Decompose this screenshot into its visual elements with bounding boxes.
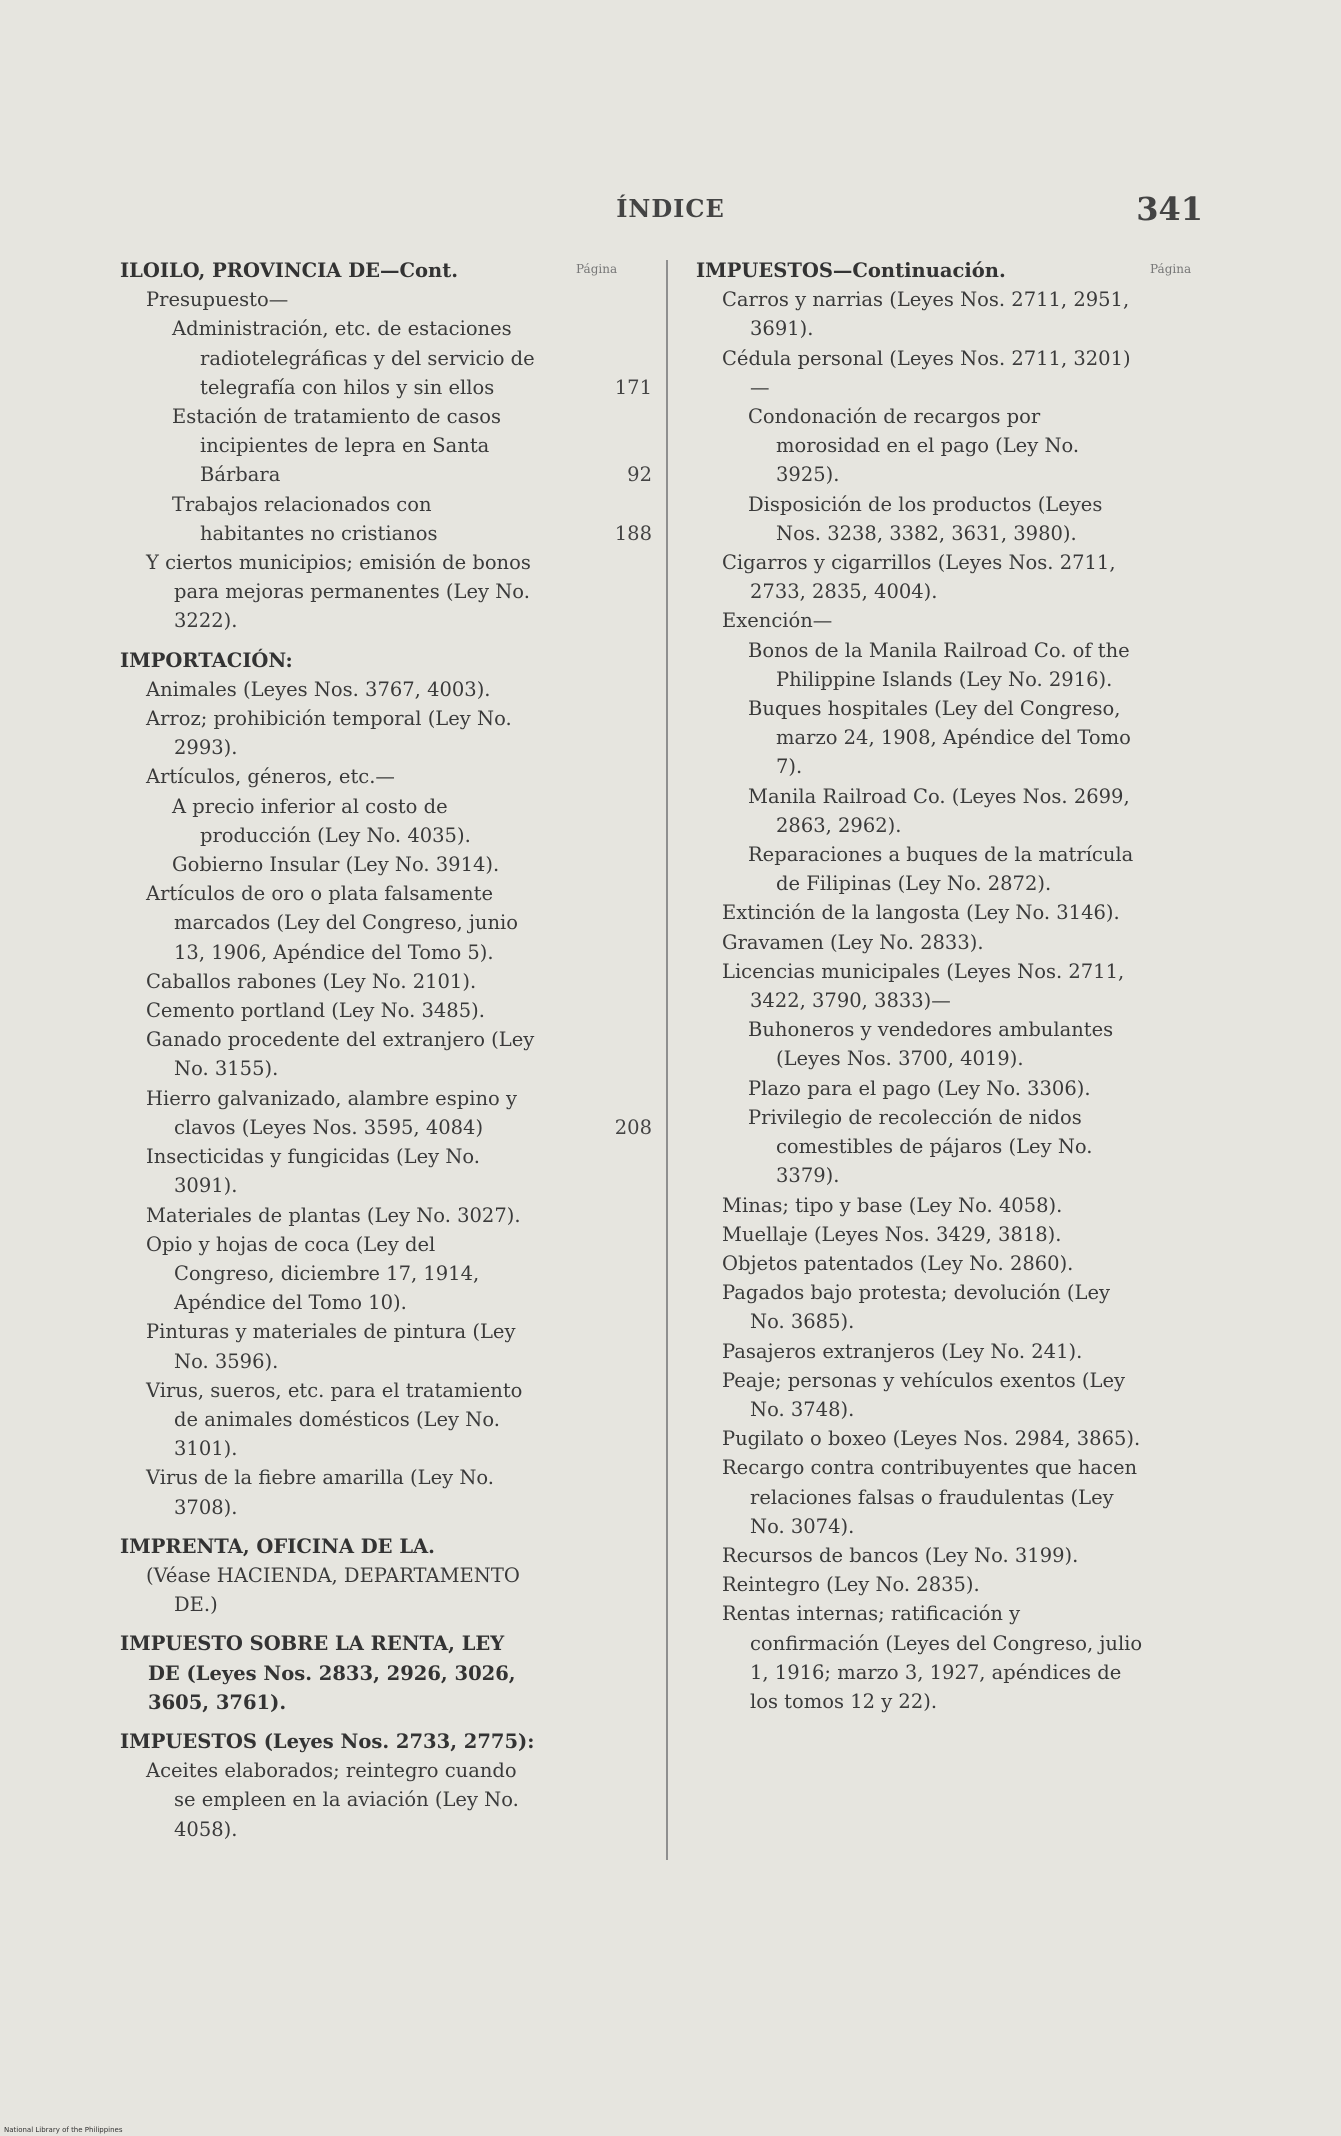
index-entry	[146, 548, 540, 636]
entry-text: IMPORTACIÓN:	[120, 648, 293, 672]
index-entry	[146, 762, 540, 791]
index-entry	[722, 928, 1144, 957]
index-entry	[748, 840, 1144, 898]
entry-text: Ganado procedente del extranjero (Ley No. 3155).	[146, 1028, 535, 1081]
entry-text: Extinción de la langosta (Ley No. 3146).	[722, 901, 1120, 925]
entry-text: ILOILO, PROVINCIA DE—Cont.	[120, 259, 458, 282]
page-number: 341	[1136, 190, 1203, 228]
entry-text: Insecticidas y fungicidas (Ley No. 3091).	[146, 1145, 480, 1198]
index-entry	[722, 1366, 1144, 1424]
page-column-label-left: Página	[576, 262, 618, 276]
entry-text: Gravamen (Ley No. 2833).	[722, 930, 984, 954]
index-entry	[146, 996, 540, 1025]
page-column-label-right: Página	[1150, 262, 1192, 276]
entry-text: Pagados bajo protesta; devolución (Ley No. 3685).	[722, 1281, 1111, 1334]
index-entry	[146, 1230, 540, 1318]
index-entry	[722, 1599, 1144, 1716]
entry-text: Recargo contra contribuyentes que hacen relaciones falsas o fraudulentas (Ley No. 3074).	[722, 1456, 1138, 1538]
entry-text: Administración, etc. de estaciones radiotelegráficas y del servicio de telegrafía con hilos y sin ellos	[172, 317, 535, 399]
entry-text: Privilegio de recolección de nidos comestibles de pájaros (Ley No. 3379).	[748, 1105, 1093, 1188]
entry-text: (Véase HACIENDA, DEPARTAMENTO DE.)	[146, 1563, 520, 1617]
footer-credit: National Library of the Philippines	[4, 2126, 123, 2134]
entry-text: Pasajeros extranjeros (Ley No. 241).	[722, 1339, 1083, 1363]
index-heading	[120, 1727, 540, 1756]
index-entry	[748, 782, 1144, 840]
entry-text: Licencias municipales (Leyes Nos. 2711, 3422, 3790, 3833)—	[722, 959, 1125, 1013]
index-entry	[722, 285, 1144, 343]
entry-text: Virus de la fiebre amarilla (Ley No. 3708).	[146, 1466, 495, 1519]
index-heading	[120, 1532, 540, 1561]
index-entry	[146, 1376, 540, 1464]
index-entry	[748, 636, 1144, 694]
entry-text: Objetos patentados (Ley No. 2860).	[722, 1251, 1074, 1275]
entry-text: Bonos de la Manila Railroad Co. of the Philippine Islands (Ley No. 2916).	[748, 638, 1130, 691]
index-entry	[722, 1570, 1144, 1599]
entry-text: Plazo para el pago (Ley No. 3306).	[748, 1076, 1091, 1100]
entry-text: Estación de tratamiento de casos incipientes de lepra en Santa Bárbara	[172, 405, 501, 487]
index-heading	[120, 646, 540, 675]
index-entry	[172, 402, 652, 490]
entry-page-number: 92	[627, 463, 652, 487]
entry-text: Cigarros y cigarrillos (Leyes Nos. 2711, 2733, 2835, 4004).	[722, 551, 1116, 604]
index-entry	[146, 1201, 540, 1230]
index-heading	[120, 1629, 540, 1717]
entry-text: Buhoneros y vendedores ambulantes (Leyes Nos. 3700, 4019).	[748, 1018, 1114, 1071]
index-entry	[146, 1025, 540, 1083]
entry-text: Pinturas y materiales de pintura (Ley No. 3596).	[146, 1320, 516, 1373]
index-entry	[146, 1756, 540, 1844]
entry-text: Reintegro (Ley No. 2835).	[722, 1573, 980, 1597]
index-entry	[748, 490, 1144, 548]
index-entry	[172, 850, 540, 879]
index-entry	[146, 1142, 540, 1200]
index-entry	[722, 957, 1144, 1015]
entry-text: Presupuesto—	[146, 288, 289, 312]
entry-text: Pugilato o boxeo (Leyes Nos. 2984, 3865).	[722, 1427, 1141, 1451]
entry-text: Y ciertos municipios; emisión de bonos para mejoras permanentes (Ley No. 3222).	[146, 551, 531, 633]
entry-page-number: 188	[614, 521, 652, 545]
entry-text: Exención—	[722, 609, 833, 633]
index-entry	[146, 1317, 540, 1375]
index-entry	[722, 1424, 1144, 1453]
entry-text: IMPUESTOS—Continuación.	[696, 259, 1006, 282]
index-entry	[146, 675, 540, 704]
entry-text: IMPRENTA, OFICINA DE LA.	[120, 1534, 435, 1558]
page-title: ÍNDICE	[616, 194, 725, 223]
index-entry	[748, 694, 1144, 782]
entry-text: Artículos de oro o plata falsamente marcados (Ley del Congreso, junio 13, 1906, Apéndice del Tomo 5).	[146, 882, 519, 964]
entry-text: A precio inferior al costo de producción (Ley No. 4035).	[172, 794, 471, 847]
index-entry	[146, 1561, 540, 1619]
entry-text: Virus, sueros, etc. para el tratamiento de animales domésticos (Ley No. 3101).	[146, 1378, 523, 1461]
entry-text: Carros y narrias (Leyes Nos. 2711, 2951, 3691).	[722, 288, 1130, 341]
index-entry	[748, 402, 1144, 490]
column-divider	[666, 260, 668, 1860]
index-entry	[722, 1337, 1144, 1366]
index-entry	[722, 548, 1144, 606]
entry-text: Rentas internas; ratificación y confirmación (Leyes del Congreso, julio 1, 1916; marzo 3, 1927, apéndices de los tomos 12 y 22).	[722, 1602, 1143, 1713]
index-entry	[722, 1453, 1144, 1541]
left-column	[120, 256, 660, 1844]
entry-text: IMPUESTO SOBRE LA RENTA, LEY DE (Leyes Nos. 2833, 2926, 3026, 3605, 3761).	[120, 1632, 516, 1714]
index-entry	[146, 879, 540, 967]
entry-text: Recursos de bancos (Ley No. 3199).	[722, 1543, 1079, 1567]
index-heading	[120, 256, 540, 285]
entry-text: Gobierno Insular (Ley No. 3914).	[172, 853, 500, 877]
index-entry	[722, 898, 1144, 927]
entry-text: Manila Railroad Co. (Leyes Nos. 2699, 2863, 2962).	[748, 784, 1130, 837]
entry-page-number: 208	[614, 1115, 652, 1139]
index-entry	[722, 1220, 1144, 1249]
index-entry	[146, 1084, 652, 1142]
entry-text: Reparaciones a buques de la matrícula de Filipinas (Ley No. 2872).	[748, 843, 1134, 896]
entry-text: Arroz; prohibición temporal (Ley No. 2993).	[146, 707, 512, 760]
index-heading	[696, 256, 1144, 285]
index-entry	[748, 1103, 1144, 1191]
index-entry	[146, 285, 540, 314]
index-entry	[722, 1249, 1144, 1278]
index-entry	[172, 490, 652, 548]
entry-text: Cemento portland (Ley No. 3485).	[146, 999, 485, 1023]
index-entry	[748, 1074, 1144, 1103]
entry-text: Disposición de los productos (Leyes Nos. 3238, 3382, 3631, 3980).	[748, 492, 1103, 545]
index-entry	[146, 704, 540, 762]
entry-text: Hierro galvanizado, alambre espino y clavos (Leyes Nos. 3595, 4084)	[146, 1086, 517, 1139]
entry-text: IMPUESTOS (Leyes Nos. 2733, 2775):	[120, 1729, 535, 1753]
index-entry	[146, 967, 540, 996]
entry-text: Trabajos relacionados con habitantes no cristianos	[172, 492, 438, 545]
entry-text: Cédula personal (Leyes Nos. 2711, 3201)—	[722, 346, 1131, 399]
index-entry	[722, 1191, 1144, 1220]
index-entry	[722, 1541, 1144, 1570]
right-column	[696, 256, 1144, 1716]
entry-text: Muellaje (Leyes Nos. 3429, 3818).	[722, 1222, 1062, 1246]
entry-text: Peaje; personas y vehículos exentos (Ley No. 3748).	[722, 1368, 1126, 1421]
entry-text: Opio y hojas de coca (Ley del Congreso, diciembre 17, 1914, Apéndice del Tomo 10).	[146, 1232, 480, 1315]
index-entry	[146, 1463, 540, 1521]
index-entry	[748, 1015, 1144, 1073]
index-entry	[172, 314, 652, 402]
index-entry	[722, 1278, 1144, 1336]
entry-text: Aceites elaborados; reintegro cuando se empleen en la aviación (Ley No. 4058).	[146, 1759, 519, 1841]
index-entry	[172, 792, 540, 850]
entry-text: Materiales de plantas (Ley No. 3027).	[146, 1203, 521, 1227]
entry-text: Caballos rabones (Ley No. 2101).	[146, 969, 477, 993]
index-entry	[722, 344, 1144, 402]
entry-text: Condonación de recargos por morosidad en el pago (Ley No. 3925).	[748, 405, 1080, 487]
entry-text: Minas; tipo y base (Ley No. 4058).	[722, 1193, 1063, 1217]
entry-text: Animales (Leyes Nos. 3767, 4003).	[146, 677, 491, 701]
entry-text: Artículos, géneros, etc.—	[146, 765, 395, 789]
entry-page-number: 171	[614, 375, 652, 399]
index-entry	[722, 606, 1144, 635]
entry-text: Buques hospitales (Ley del Congreso, marzo 24, 1908, Apéndice del Tomo 7).	[748, 697, 1131, 779]
